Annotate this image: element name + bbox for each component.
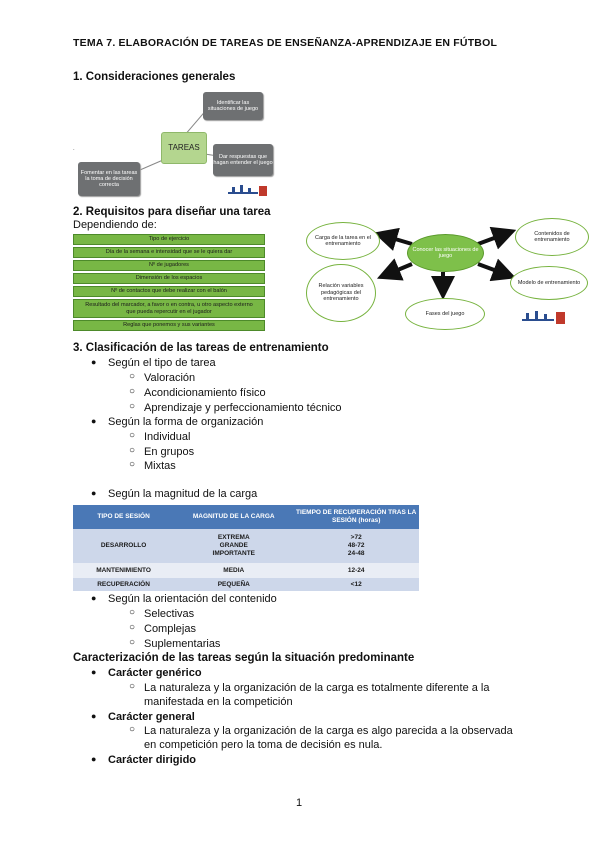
circle-bullet-icon: ○ — [129, 681, 136, 692]
table-row: MANTENIMIENTO MEDIA 12-24 — [73, 563, 419, 578]
diagram-node-right: Dar respuestas que hagan entender el juego — [213, 144, 273, 176]
diagram-considerations — [73, 88, 273, 200]
bullet-icon: ● — [91, 754, 97, 764]
sub-item-continuation: en competición pero la toma de decisión es nula. — [144, 739, 383, 751]
section-2-intro: Dependiendo de: — [73, 219, 157, 231]
circle-bullet-icon: ○ — [129, 430, 136, 441]
bullet-icon: ● — [91, 357, 97, 367]
sub-item: ○ La naturaleza y la organización de la carga es totalmente diferente a la — [129, 681, 490, 694]
bullet-magnitud-carga: ● Según la magnitud de la carga — [91, 488, 258, 500]
list-item: Reglas que ponemos y sus variantes — [73, 320, 265, 331]
sub-item: ○ Suplementarias — [129, 637, 221, 650]
list-item: Tipo de ejercicio — [73, 234, 265, 245]
requirements-list — [73, 234, 265, 333]
circle-bullet-icon: ○ — [129, 607, 136, 618]
sub-item: ○ En grupos — [129, 445, 195, 458]
section-2-heading: 2. Requisitos para diseñar una tarea — [73, 206, 271, 218]
circle-bullet-icon: ○ — [129, 622, 136, 633]
bullet-orientacion-contenido: ● Según la orientación del contenido — [91, 593, 277, 605]
sub-item: ○ Mixtas — [129, 459, 176, 472]
table-header-row — [73, 505, 419, 529]
sub-item-continuation: manifestada en la competición — [144, 696, 293, 708]
circle-bullet-icon: ○ — [129, 401, 136, 412]
sub-item: ○ La naturaleza y la organización de la carga es algo parecida a la observada — [129, 724, 513, 737]
table-header: TIEMPO DE RECUPERACIÓN TRAS LA SESIÓN (horas) — [293, 505, 419, 529]
sub-item: ○ Acondicionamiento físico — [129, 386, 266, 399]
circle-bullet-icon: ○ — [129, 637, 136, 648]
diagram-node: Contenidos de entrenamiento — [515, 218, 589, 256]
sub-item: ○ Selectivas — [129, 607, 195, 620]
diagram-node: Fases del juego — [405, 298, 485, 330]
table-row: DESARROLLO EXTREMA GRANDE IMPORTANTE >72 48-72 24-48 — [73, 529, 419, 563]
diagram-node-top: Identificar las situaciones de juego — [203, 92, 263, 120]
bullet-icon: ● — [91, 416, 97, 426]
load-table — [73, 505, 419, 591]
university-logo — [522, 310, 566, 326]
diagram-node-left: Fomentar en las tareas la toma de decisión correcta — [78, 162, 140, 196]
diagram-node: Modelo de entrenamiento — [510, 266, 588, 300]
sub-item: ○ Aprendizaje y perfeccionamiento técnico — [129, 401, 342, 414]
diagram-center-node: Conocer las situaciones de juego — [407, 234, 484, 272]
bullet-tipo-tarea: ● Según el tipo de tarea — [91, 357, 216, 369]
sub-item: ○ Individual — [129, 430, 191, 443]
sub-item: ○ Complejas — [129, 622, 196, 635]
circle-bullet-icon: ○ — [129, 445, 136, 456]
bullet-icon: ● — [91, 488, 97, 498]
list-item: Día de la semana e intensidad que se le quiera dar — [73, 247, 265, 258]
page-title: TEMA 7. ELABORACIÓN DE TAREAS DE ENSEÑANZA-APRENDIZAJE EN FÚTBOL — [73, 37, 498, 49]
section-4-heading: Caracterización de las tareas según la situación predominante — [73, 652, 415, 664]
circle-bullet-icon: ○ — [129, 371, 136, 382]
bullet-icon: ● — [91, 711, 97, 721]
list-item: Dimensión de los espacios — [73, 273, 265, 284]
list-item: Nº de jugadores — [73, 260, 265, 271]
bullet-icon: ● — [91, 667, 97, 677]
diagram-requirements — [300, 214, 600, 334]
svg-text:.: . — [73, 146, 75, 152]
section-3-heading: 3. Clasificación de las tareas de entrenamiento — [73, 342, 329, 354]
table-row: RECUPERACIÓN PEQUEÑA <12 — [73, 578, 419, 591]
list-item: Nº de contactos que debe realizar con el balón — [73, 286, 265, 297]
caracter-general: ● Carácter general — [91, 711, 195, 723]
section-1-heading: 1. Consideraciones generales — [73, 71, 236, 83]
bullet-icon: ● — [91, 593, 97, 603]
list-item: Resultado del marcador, a favor o en contra, u otro aspecto externo que pueda repercutir en el jugador — [73, 299, 265, 318]
table-header: MAGNITUD DE LA CARGA — [174, 505, 293, 529]
bullet-forma-organizacion: ● Según la forma de organización — [91, 416, 264, 428]
page-number: 1 — [296, 797, 303, 809]
diagram-center-tareas: TAREAS — [161, 132, 207, 164]
university-logo — [228, 184, 268, 198]
diagram-node: Relación variables pedagógicas del entrenamiento — [306, 264, 376, 322]
sub-item: ○ Valoración — [129, 371, 196, 384]
circle-bullet-icon: ○ — [129, 386, 136, 397]
circle-bullet-icon: ○ — [129, 459, 136, 470]
caracter-dirigido: ● Carácter dirigido — [91, 754, 197, 766]
table-header: TIPO DE SESIÓN — [73, 505, 174, 529]
diagram-node: Carga de la tarea en el entrenamiento — [306, 222, 380, 260]
circle-bullet-icon: ○ — [129, 724, 136, 735]
caracter-generico: ● Carácter genérico — [91, 667, 202, 679]
